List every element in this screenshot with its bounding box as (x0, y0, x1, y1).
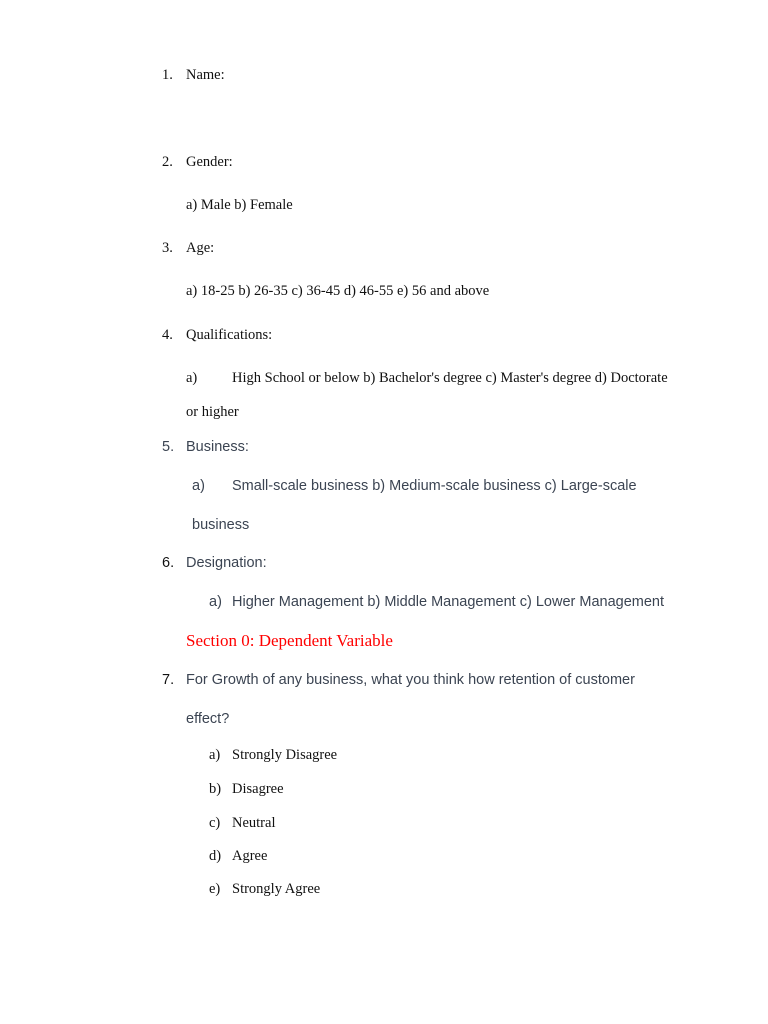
option-text: Agree (232, 848, 268, 864)
question-options: a) Male b) Female (186, 197, 293, 213)
option-text: Neutral (232, 815, 276, 831)
option-marker: d) (209, 848, 222, 864)
question-number: 4. (162, 327, 173, 343)
question-number: 2. (162, 154, 173, 170)
option-text: Strongly Disagree (232, 747, 338, 763)
option-marker: a) (186, 370, 198, 386)
question-label: Name: (186, 67, 225, 83)
question-label-continued: effect? (186, 711, 230, 727)
question-label: Age: (186, 240, 215, 256)
question-number: 7. (162, 672, 175, 688)
question-number: 3. (162, 240, 173, 256)
question-number: 6. (162, 555, 175, 571)
option-marker: b) (209, 781, 222, 797)
question-options: Higher Management b) Middle Management c) Lower Management (232, 594, 664, 610)
question-label: Business: (186, 439, 249, 455)
option-text: Strongly Agree (232, 881, 321, 897)
option-marker: e) (209, 881, 221, 897)
option-text: Disagree (232, 781, 284, 797)
section-heading: Section 0: Dependent Variable (186, 631, 393, 650)
option-marker: a) (209, 594, 222, 610)
question-options-continued: or higher (186, 404, 239, 420)
question-number: 5. (162, 439, 175, 455)
question-options: a) 18-25 b) 26-35 c) 36-45 d) 46-55 e) 56 and above (186, 283, 490, 299)
question-label: For Growth of any business, what you think how retention of customer (186, 672, 635, 688)
option-marker: c) (209, 815, 221, 831)
question-label: Gender: (186, 154, 233, 170)
question-label: Designation: (186, 555, 267, 571)
option-marker: a) (209, 747, 221, 763)
question-options: Small-scale business b) Medium-scale business c) Large-scale (232, 478, 637, 494)
question-options-continued: business (192, 517, 250, 533)
question-number: 1. (162, 67, 173, 83)
question-label: Qualifications: (186, 327, 273, 343)
option-marker: a) (192, 478, 205, 494)
question-options: High School or below b) Bachelor's degree c) Master's degree d) Doctorate (232, 370, 668, 386)
